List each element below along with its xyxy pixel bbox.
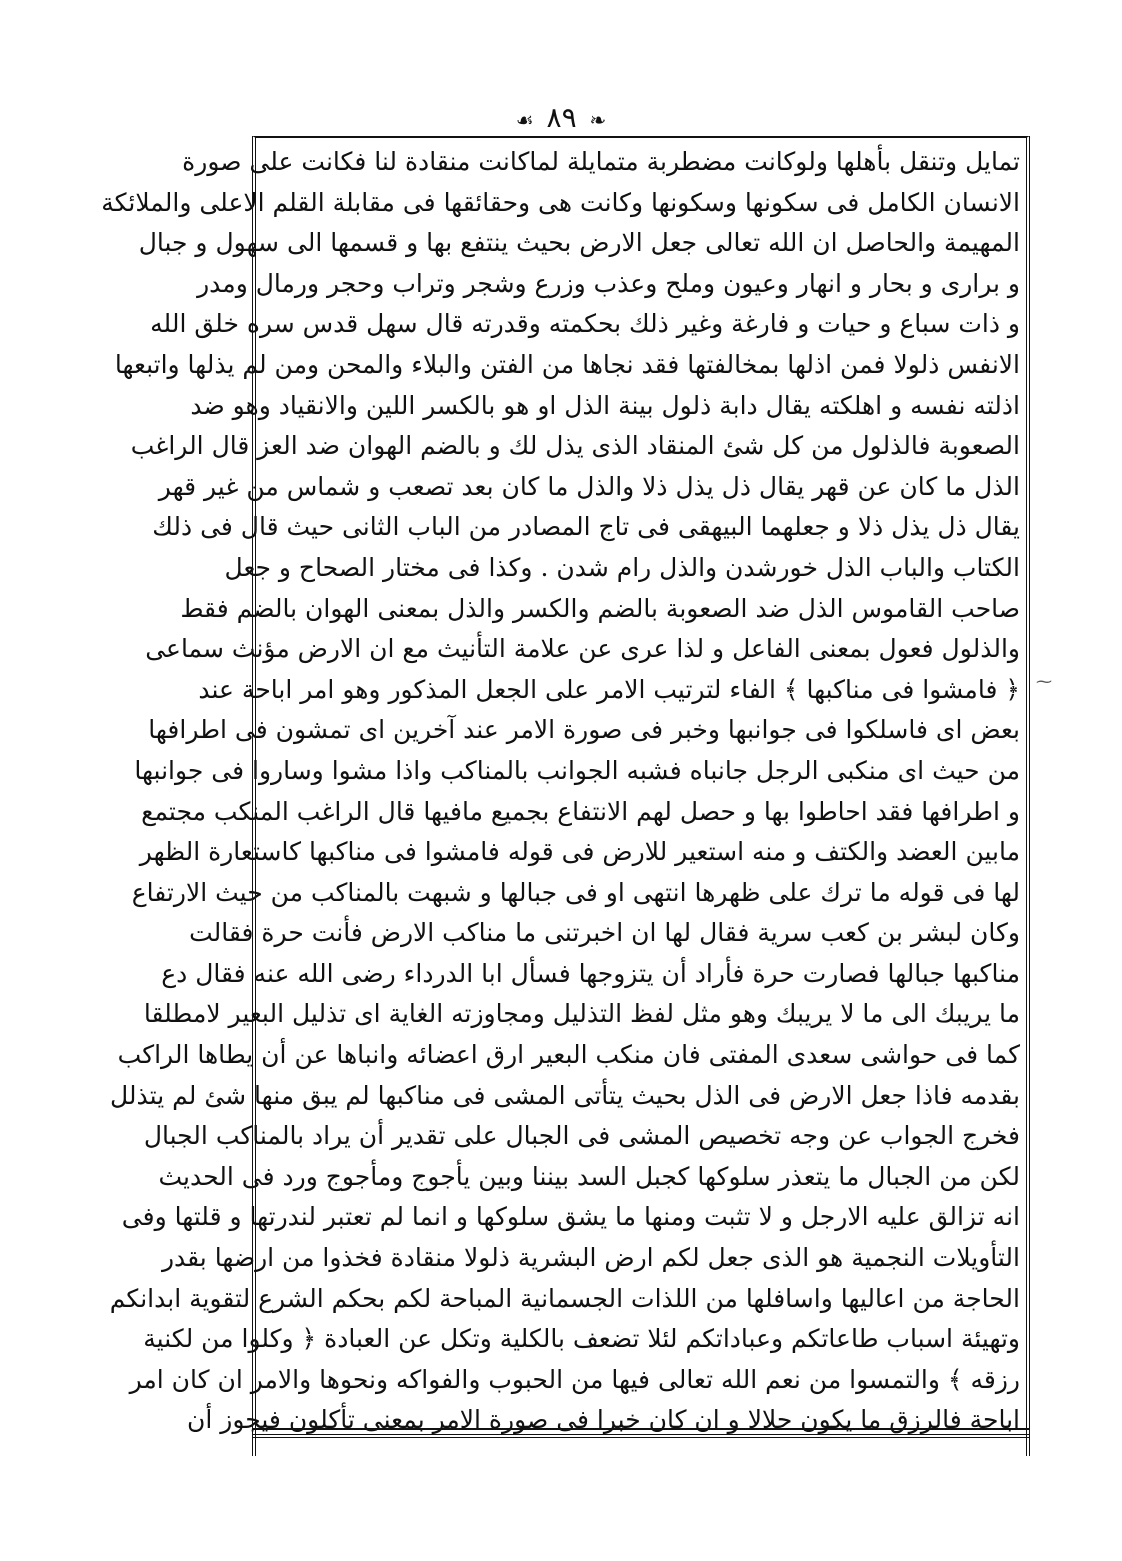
text-line: و ذات سباع و حیات و فارغة وغیر ذلك بحكمته وقدرته قال سهل قدس سره خلق الله — [150, 309, 1020, 339]
text-line: اذلته نفسه و اهلكته یقال دابة ذلول بینة الذل او هو بالكسر اللین والانقیاد وهو ضد — [190, 390, 1020, 420]
text-line: تمایل وتنقل بأهلها ولوكانت مضطربة متمایلة لماكانت منقادة لنا فكانت على صورة — [182, 147, 1020, 176]
text-line: وتهیئة اسباب طاعاتكم وعباداتكم لئلا تضعف بالكلیة وتكل عن العبادة ﴿ وكلوا من لكنیة — [143, 1324, 1020, 1354]
left-ornament-icon: ❧ — [589, 108, 607, 132]
text-line: من حیث ای منكبی الرجل جانباه فشبه الجوانب بالمناكب واذا مشوا وساروا فی جوانبها — [134, 755, 1020, 785]
text-line: المهیمة والحاصل ان الله تعالى جعل الارض بحیث ینتفع بها و قسمها الى سهول و جبال — [138, 228, 1020, 258]
text-line: الكتاب والباب الذل خورشدن والذل رام شدن . وكذا فی مختار الصحاح و جعل — [224, 552, 1020, 582]
text-line: مابین العضد والكتف و منه استعیر للارض فی قوله فامشوا فی مناكبها كاستعارة الظهر — [139, 837, 1020, 867]
text-line: اباحة فالرزق ما یكون حلالا و ان كان خبرا فی صورة الامر بمعنى تأكلون فیجوز أن — [187, 1405, 1020, 1435]
text-line: بعض اى فاسلكوا فی جوانبها وخبر فی صورة الامر عند آخرین اى تمشون فی اطرافها — [148, 715, 1020, 745]
text-line: التأویلات النجمیة هو الذی جعل لكم ارض البشریة ذلولا منقادة فخذوا من ارضها بقدر — [161, 1243, 1020, 1273]
text-line: ﴿ فامشوا فی مناكبها ﴾ الفاء لترتیب الامر على الجعل المذكور وهو امر اباحة عند — [198, 674, 1020, 704]
text-line: صاحب القاموس الذل ضد الصعوبة بالضم والكسر والذل بمعنى الهوان بالضم فقط — [180, 593, 1020, 623]
text-line: بقدمه فاذا جعل الارض فی الذل بحیث یتأتى المشی فی مناكبها لم یبق منها شئ لم یتذلل — [110, 1080, 1020, 1110]
text-line: لكن من الجبال ما یتعذر سلوكها كجبل السد بیننا وبین یأجوج ومأجوج ورد فی الحدیث — [158, 1161, 1020, 1191]
page-number-value: ٨٩ — [546, 101, 577, 134]
text-line: وكان لبشر بن كعب سریة فقال لها ان اخبرتنی ما مناكب الارض فأنت حرة فقالت — [189, 918, 1020, 948]
text-line: لها فی قوله ما ترك على ظهرها انتهى او فی جبالها و شبهت بالمناكب من حیث الارتفاع — [131, 877, 1020, 907]
text-line: ما یریبك الى ما لا یریبك وهو مثل لفظ التذلیل ومجاوزته الغایة ای تذلیل البعیر لامطلقا — [143, 999, 1020, 1029]
text-line: الانفس ذلولا فمن اذلها بمخالفتها فقد نجاها من الفتن والبلاء والمحن ومن لم یذلها واتبعها — [114, 349, 1020, 379]
text-line: یقال ذل یذل ذلا و جعلهما البیهقی فی تاج المصادر من الباب الثانی حیث قال فی ذلك — [152, 512, 1020, 542]
text-line: الذل ما كان عن قهر یقال ذل یذل ذلا والذل ما كان بعد تصعب و شماس من غیر قهر — [158, 471, 1020, 501]
text-line: الصعوبة فالذلول من كل شئ المنقاد الذى یذل لك و بالضم الهوان ضد العز قال الراغب — [130, 431, 1020, 461]
margin-mark-icon: ⁓ — [1036, 672, 1052, 691]
text-line: و اطرافها فقد احاطوا بها و حصل لهم الانتفاع بجمیع مافیها قال الراغب المنكب مجتمع — [141, 796, 1020, 826]
right-ornament-icon: ☙ — [515, 108, 534, 132]
text-line: والذلول فعول بمعنى الفاعل و لذا عرى عن علامة التأنیث مع ان الارض مؤنث سماعی — [145, 634, 1020, 664]
text-line: فخرج الجواب عن وجه تخصیص المشی فی الجبال على تقدیر أن یراد بالمناكب الجبال — [143, 1121, 1020, 1151]
text-line: و برارى و بحار و انهار وعیون وملح وعذب وزرع وشجر وتراب وحجر ورمال ومدر — [197, 268, 1020, 298]
text-line: كما فی حواشی سعدی المفتی فان منكب البعیر ارق اعضائه وانباها عن أن یطاها الراكب — [117, 1040, 1020, 1070]
text-line: رزقه ﴾ والتمسوا من نعم الله تعالى فیها من الحبوب والفواكه ونحوها والامر ان كان امر — [129, 1364, 1020, 1394]
page-number — [0, 98, 1122, 140]
text-line: انه تزالق علیه الارجل و لا تثبت ومنها ما یشق سلوكها و انما لم تعتبر لندرتها و قلتها وفی — [121, 1202, 1020, 1232]
text-line: مناكبها جبالها فصارت حرة فأراد أن یتزوجها فسأل ابا الدرداء رضی الله عنه فقال دع — [161, 958, 1020, 988]
text-line: الانسان الكامل فی سكونها وسكونها وكانت هی وحقائقها فی مقابلة القلم الاعلی والملائكة — [101, 187, 1020, 217]
text-line: الحاجة من اعالیها واسافلها من اللذات الجسمانیة المباحة لكم بحكم الشرع لتقویة ابدانكم — [109, 1283, 1020, 1313]
text-body — [101, 142, 1020, 1441]
